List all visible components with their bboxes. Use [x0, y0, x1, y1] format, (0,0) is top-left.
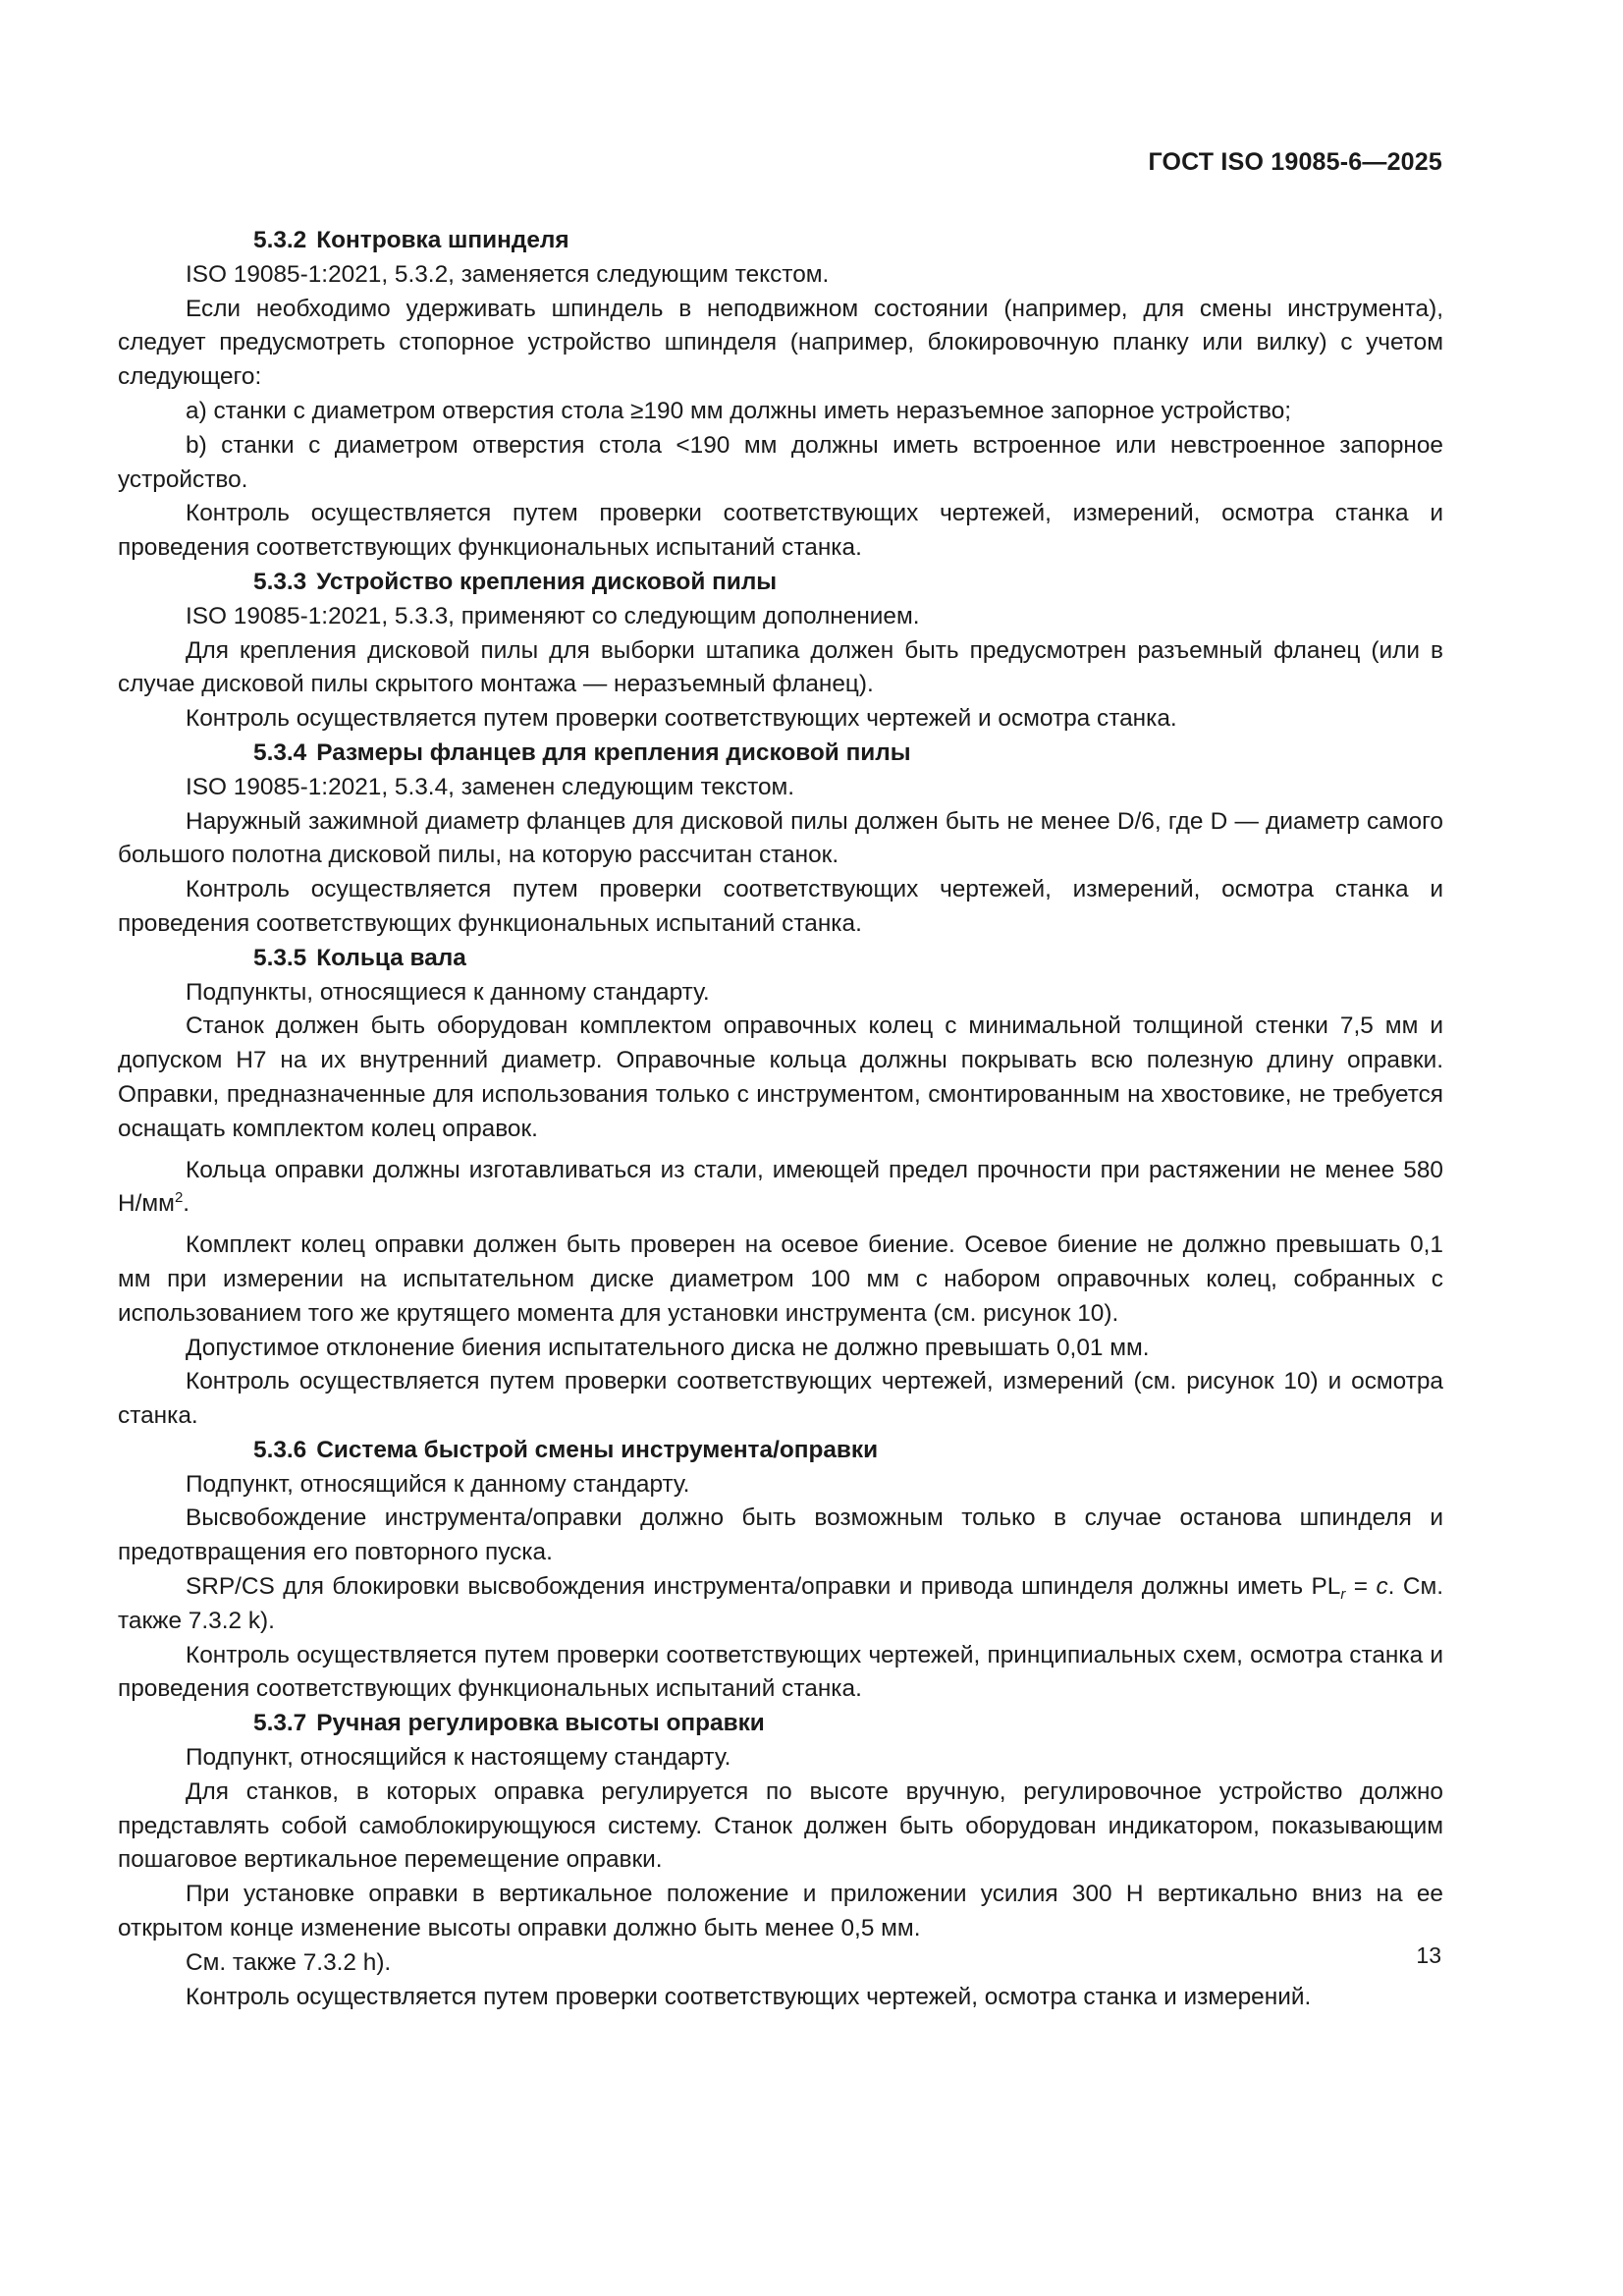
list-item-b: b) станки с диаметром отверстия стола <190 мм должны иметь встроенное или невстроенное запорное устройство.: [118, 431, 1443, 493]
subscript-text: r: [1340, 1586, 1346, 1604]
section-title: Контровка шпинделя: [316, 227, 569, 253]
paragraph: ISO 19085-1:2021, 5.3.2, заменяется следующим текстом.: [186, 260, 830, 288]
section-title: Устройство крепления дисковой пилы: [316, 568, 778, 595]
paragraph: Подпункты, относящиеся к данному стандарту.: [186, 978, 710, 1006]
paragraph: ISO 19085-1:2021, 5.3.4, заменен следующим текстом.: [186, 773, 795, 800]
paragraph: Контроль осуществляется путем проверки соответствующих чертежей и осмотра станка.: [186, 705, 1177, 733]
superscript: 2: [174, 1189, 184, 1207]
section-number: 5.3.3: [253, 568, 307, 595]
paragraph: Контроль осуществляется путем проверки соответствующих чертежей, принципиальных схем, осмотра станка и проведения соответствующих функциональных испытаний станка.: [118, 1641, 1443, 1703]
paragraph: [118, 1154, 1443, 1223]
paragraph: При установке оправки в вертикальное положение и приложении усилия 300 Н вертикально вниз на ее открытом конце изменение высоты оправки должно быть менее 0,5 мм.: [118, 1881, 1443, 1942]
section-number: 5.3.7: [253, 1710, 307, 1737]
paragraph: Контроль осуществляется путем проверки соответствующих чертежей, измерений, осмотра станка и проведения соответствующих функциональных испытаний станка.: [118, 500, 1443, 562]
section-number: 5.3.4: [253, 738, 307, 766]
section-number: 5.3.5: [253, 944, 307, 971]
paragraph: Контроль осуществляется путем проверки соответствующих чертежей, измерений, осмотра станка и проведения соответствующих функциональных испытаний станка.: [118, 876, 1443, 937]
section-heading-5-3-5: [118, 942, 1443, 976]
paragraph: Допустимое отклонение биения испытательного диска не должно превышать 0,01 мм.: [186, 1334, 1150, 1361]
section-heading-5-3-6: [118, 1434, 1443, 1468]
paragraph: Наружный зажимной диаметр фланцев для дисковой пилы должен быть не менее D/6, где D — диаметр самого большого полотна дисковой пилы, на которую рассчитан станок.: [118, 807, 1443, 869]
section-title: Система быстрой смены инструмента/оправки: [316, 1436, 879, 1463]
section-title: Кольца вала: [316, 944, 466, 971]
paragraph: Контроль осуществляется путем проверки соответствующих чертежей, измерений (см. рисунок 10) и осмотра станка.: [118, 1368, 1443, 1430]
paragraph: [118, 1570, 1443, 1639]
paragraph-text: =: [1345, 1573, 1377, 1601]
paragraph: См. также 7.3.2 h).: [186, 1948, 392, 1976]
paragraph: Для крепления дисковой пилы для выборки штапика должен быть предусмотрен разъемный фланец (или в случае дисковой пилы скрытого монтажа — неразъемный фланец).: [118, 636, 1443, 698]
section-heading-5-3-4: [118, 737, 1443, 771]
list-item-a: a) станки с диаметром отверстия стола ≥190 мм должны иметь неразъемное запорное устройство;: [186, 397, 1292, 424]
paragraph: Контроль осуществляется путем проверки соответствующих чертежей, осмотра станка и измерений.: [186, 1983, 1312, 2010]
italic-text: c: [1376, 1573, 1388, 1601]
paragraph: Для станков, в которых оправка регулируется по высоте вручную, регулировочное устройство должно представлять собой самоблокирующуюся систему. Станок должен быть оборудован индикатором, показывающим пошаговое вертикальное перемещение оправки.: [118, 1777, 1443, 1874]
paragraph: Высвобождение инструмента/оправки должно быть возможным только в случае останова шпинделя и предотвращения его повторного пуска.: [118, 1504, 1443, 1566]
paragraph: ISO 19085-1:2021, 5.3.3, применяют со следующим дополнением.: [186, 602, 920, 629]
paragraph-text: . См. также 7.3.2 k).: [118, 1573, 1444, 1634]
page-body: [118, 224, 1443, 2014]
section-heading-5-3-2: [118, 224, 1443, 258]
section-number: 5.3.2: [253, 227, 307, 253]
section-heading-5-3-7: [118, 1707, 1443, 1741]
paragraph: Если необходимо удерживать шпиндель в неподвижном состоянии (например, для смены инструмента), следует предусмотреть стопорное устройство шпинделя (например, блокировочную планку или вилку) с учетом следующего:: [118, 295, 1443, 391]
paragraph-text: Кольца оправки должны изготавливаться из стали, имеющей предел прочности при растяжении не менее 580 Н/мм: [118, 1156, 1443, 1218]
section-title: Размеры фланцев для крепления дисковой пилы: [316, 738, 911, 766]
page-number: 13: [1416, 1942, 1441, 1968]
paragraph-text: .: [183, 1190, 190, 1218]
paragraph-text: SRP/CS для блокировки высвобождения инструмента/оправки и привода шпинделя должны иметь PL: [186, 1573, 1341, 1601]
document-code: ГОСТ ISO 19085-6—2025: [1148, 148, 1442, 176]
paragraph: Подпункт, относящийся к настоящему стандарту.: [186, 1744, 731, 1772]
section-heading-5-3-3: [118, 566, 1443, 600]
paragraph: Станок должен быть оборудован комплектом оправочных колец с минимальной толщиной стенки 7,5 мм и допуском H7 на их внутренний диаметр. Оправочные кольца должны покрывать всю полезную длину оправки. Оправки, предназначенные для использования только с инструментом, смонтированным на хвостовике, не требуется оснащать комплектом колец оправок.: [118, 1012, 1443, 1142]
section-title: Ручная регулировка высоты оправки: [316, 1710, 765, 1737]
paragraph: Комплект колец оправки должен быть проверен на осевое биение. Осевое биение не должно превышать 0,1 мм при измерении на испытательном диске диаметром 100 мм с набором оправочных колец, собранных с использованием того же крутящего момента для установки инструмента (см. рисунок 10).: [118, 1231, 1443, 1327]
paragraph: Подпункт, относящийся к данному стандарту.: [186, 1470, 690, 1498]
section-number: 5.3.6: [253, 1436, 307, 1463]
